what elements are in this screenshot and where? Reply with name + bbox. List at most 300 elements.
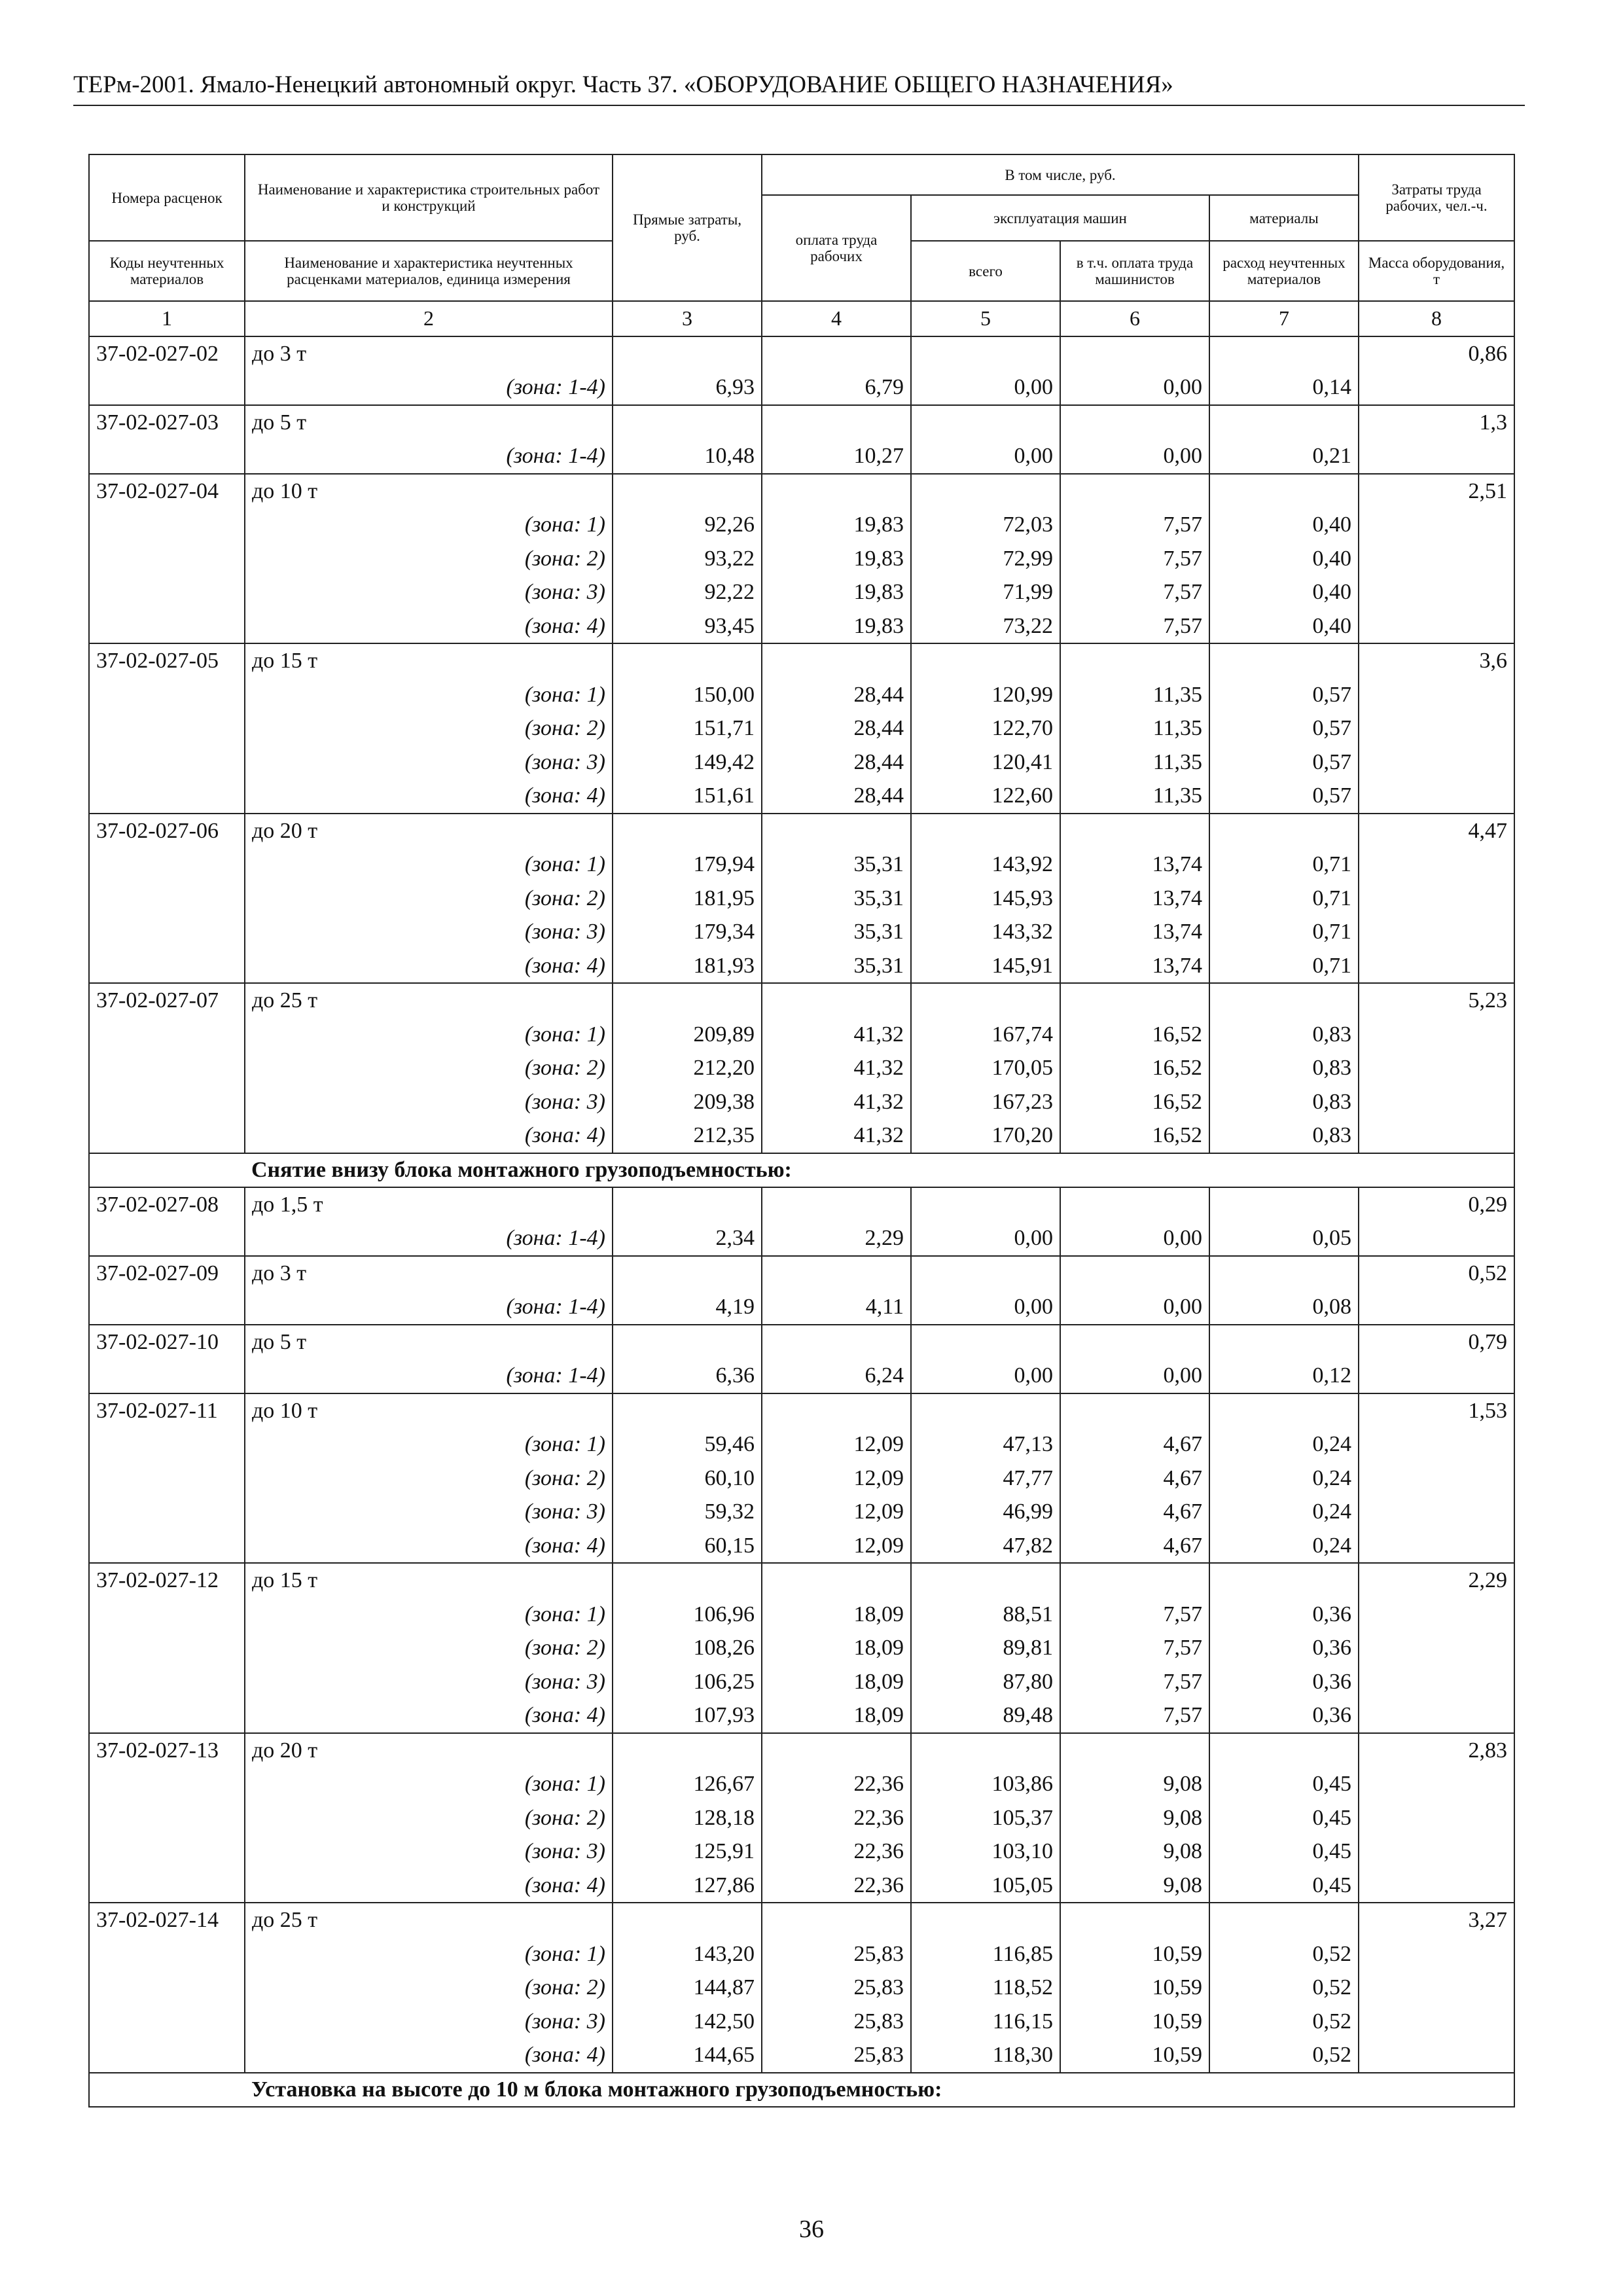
direct-cost-cell [613,1393,762,1564]
section-row [89,2073,1514,2107]
worker-wage-cell [762,474,911,644]
rates-table [88,154,1515,2108]
materials-cost: 0,24 [1312,1432,1352,1456]
header-col8-bottom: Масса оборудования, т [1359,241,1514,301]
worker-wage: 28,44 [853,783,904,808]
direct-cost: 59,32 [704,1499,755,1524]
materials-cost: 0,40 [1312,613,1352,638]
machinist-wage: 16,52 [1152,1123,1202,1147]
header-col3: Прямые затраты, руб. [613,154,762,301]
machine-cost: 116,15 [992,2009,1053,2034]
materials-cost: 0,45 [1312,1805,1352,1830]
worker-wage: 22,36 [853,1873,904,1897]
direct-cost-cell [613,1187,762,1256]
machinist-wage: 13,74 [1152,852,1202,876]
column-number: 2 [245,301,613,336]
header-machines: эксплуатация машин [911,195,1209,241]
machine-cost-cell [911,1187,1060,1256]
work-name-cell [245,1187,613,1256]
rate-code-text: 37-02-027-10 [96,1329,219,1354]
machine-cost: 118,52 [992,1975,1053,2000]
machine-cost: 145,91 [991,953,1053,978]
zone-label: (зона: 3) [524,749,605,774]
work-name-cell [245,1733,613,1903]
direct-cost: 209,38 [693,1089,755,1114]
worker-wage-cell [762,1903,911,2073]
worker-wage-cell [762,1325,911,1393]
table-row [89,1733,1514,1903]
machinist-wage-cell [1060,814,1209,984]
zone-label: (зона: 1) [524,512,605,537]
worker-wage-cell [762,643,911,814]
work-name: до 25 т [252,1908,318,1932]
worker-wage: 28,44 [853,749,904,774]
machine-cost: 47,82 [1003,1533,1053,1558]
direct-cost: 106,25 [693,1669,755,1694]
work-name-cell [245,1256,613,1325]
table-row [89,814,1514,984]
machine-cost-cell [911,474,1060,644]
header-col1-bottom: Коды неучтенных материалов [89,241,245,301]
zone-label: (зона: 3) [524,1839,605,1863]
header-col5: всего [911,241,1060,301]
direct-cost: 108,26 [693,1636,755,1660]
machine-cost: 118,30 [992,2043,1053,2067]
direct-cost: 179,34 [693,920,755,944]
materials-cost: 0,21 [1312,444,1352,468]
machinist-wage: 4,67 [1163,1533,1202,1558]
worker-wage: 25,83 [853,1975,904,2000]
worker-wage: 12,09 [853,1432,904,1456]
materials-cost-cell [1209,1903,1359,2073]
table-row [89,474,1514,644]
materials-cost: 0,36 [1312,1602,1352,1626]
rate-code-text: 37-02-027-07 [96,988,219,1013]
labor-cost: 0,29 [1468,1192,1508,1217]
labor-cost-cell [1359,814,1514,984]
rate-code [89,643,245,814]
worker-wage: 2,29 [865,1226,904,1250]
machine-cost-cell [911,1903,1060,2073]
worker-wage: 18,09 [853,1602,904,1626]
machinist-wage-cell [1060,1563,1209,1733]
materials-cost: 0,08 [1312,1295,1352,1319]
rate-code-text: 37-02-027-13 [96,1738,219,1763]
zone-label: (зона: 4) [524,1873,605,1897]
work-name-cell [245,814,613,984]
machinist-wage: 7,57 [1163,1602,1202,1626]
machinist-wage: 13,74 [1152,953,1202,978]
rate-code [89,474,245,644]
machinist-wage: 7,57 [1163,546,1202,571]
machinist-wage: 0,00 [1163,1363,1202,1388]
machine-cost: 46,99 [1003,1499,1053,1524]
machinist-wage: 10,59 [1152,2043,1202,2067]
header-col6: в т.ч. оплата труда машинистов [1060,241,1209,301]
zone-label: (зона: 1) [524,1432,605,1456]
work-name: до 3 т [252,1261,307,1285]
direct-cost: 212,35 [693,1123,755,1147]
labor-cost-cell [1359,1256,1514,1325]
machine-cost-cell [911,1256,1060,1325]
work-name-cell [245,1325,613,1393]
machinist-wage: 0,00 [1163,1295,1202,1319]
worker-wage: 25,83 [853,1941,904,1966]
machine-cost: 89,48 [1003,1703,1053,1727]
rate-code [89,1187,245,1256]
machinist-wage: 7,57 [1163,1636,1202,1660]
column-number: 1 [89,301,245,336]
direct-cost: 151,61 [693,783,755,808]
zone-label: (зона: 1-4) [506,1295,605,1319]
machine-cost: 120,41 [991,749,1053,774]
rate-code [89,1733,245,1903]
zone-label: (зона: 1) [524,1602,605,1626]
direct-cost: 212,20 [693,1056,755,1080]
direct-cost: 10,48 [704,444,755,468]
section-row [89,1153,1514,1187]
direct-cost-cell [613,1733,762,1903]
labor-cost: 2,51 [1468,478,1508,503]
materials-cost: 0,24 [1312,1533,1352,1558]
materials-cost: 0,45 [1312,1873,1352,1897]
work-name: до 20 т [252,818,318,843]
zone-label: (зона: 2) [524,886,605,910]
machine-cost: 143,32 [991,920,1053,944]
zone-label: (зона: 1) [524,1022,605,1047]
rate-code [89,405,245,474]
direct-cost: 144,87 [693,1975,755,2000]
direct-cost: 93,45 [704,613,755,638]
materials-cost: 0,45 [1312,1772,1352,1796]
worker-wage: 41,32 [853,1123,904,1147]
machinist-wage: 0,00 [1163,1226,1202,1250]
rate-code [89,1325,245,1393]
rate-code-text: 37-02-027-02 [96,341,219,366]
materials-cost: 0,52 [1312,1975,1352,2000]
machine-cost: 72,99 [1003,546,1053,571]
labor-cost: 0,52 [1468,1261,1508,1285]
rate-code-text: 37-02-027-03 [96,410,219,435]
worker-wage: 18,09 [853,1669,904,1694]
machinist-wage: 16,52 [1152,1089,1202,1114]
table-row [89,1903,1514,2073]
machinist-wage-cell [1060,1187,1209,1256]
page-number: 36 [799,2215,824,2243]
machinist-wage: 4,67 [1163,1432,1202,1456]
machinist-wage-cell [1060,1733,1209,1903]
machinist-wage: 16,52 [1152,1022,1202,1047]
direct-cost: 92,26 [704,512,755,537]
materials-cost: 0,05 [1312,1226,1352,1250]
work-name: до 15 т [252,649,318,673]
work-name: до 10 т [252,1398,318,1423]
materials-cost: 0,36 [1312,1669,1352,1694]
materials-cost-cell [1209,474,1359,644]
machine-cost: 88,51 [1003,1602,1053,1626]
worker-wage-cell [762,405,911,474]
header-col8-top: Затраты труда рабочих, чел.-ч. [1359,154,1514,241]
worker-wage: 22,36 [853,1839,904,1863]
labor-cost: 0,79 [1468,1329,1508,1354]
materials-cost: 0,57 [1312,716,1352,740]
worker-wage: 41,32 [853,1056,904,1080]
direct-cost: 92,22 [704,580,755,604]
labor-cost-cell [1359,1903,1514,2073]
machine-cost: 0,00 [1014,1295,1053,1319]
labor-cost-cell [1359,474,1514,644]
work-name: до 5 т [252,1329,307,1354]
worker-wage: 35,31 [853,953,904,978]
worker-wage: 28,44 [853,716,904,740]
direct-cost-cell [613,405,762,474]
work-name-cell [245,1393,613,1564]
zone-label: (зона: 4) [524,1703,605,1727]
zone-label: (зона: 1) [524,682,605,707]
table-row [89,1256,1514,1325]
machine-cost: 105,37 [991,1805,1053,1830]
materials-cost: 0,40 [1312,512,1352,537]
direct-cost: 181,95 [693,886,755,910]
zone-label: (зона: 1-4) [506,1363,605,1388]
header-materials: материалы [1209,195,1359,241]
worker-wage: 19,83 [853,613,904,638]
direct-cost: 60,15 [704,1533,755,1558]
labor-cost-cell [1359,1187,1514,1256]
labor-cost-cell [1359,983,1514,1153]
direct-cost: 4,19 [715,1295,755,1319]
worker-wage: 4,11 [865,1295,904,1319]
machinist-wage: 7,57 [1163,1703,1202,1727]
table-row [89,1393,1514,1564]
column-number: 8 [1359,301,1514,336]
materials-cost: 0,71 [1312,886,1352,910]
table-row [89,1563,1514,1733]
materials-cost: 0,71 [1312,920,1352,944]
direct-cost-cell [613,983,762,1153]
direct-cost: 150,00 [693,682,755,707]
rate-code [89,983,245,1153]
machinist-wage: 0,00 [1163,444,1202,468]
machine-cost: 167,74 [991,1022,1053,1047]
materials-cost: 0,83 [1312,1022,1352,1047]
direct-cost-cell [613,1563,762,1733]
labor-cost-cell [1359,1563,1514,1733]
machinist-wage-cell [1060,1903,1209,2073]
machinist-wage: 13,74 [1152,920,1202,944]
worker-wage: 12,09 [853,1533,904,1558]
work-name-cell [245,983,613,1153]
direct-cost: 127,86 [693,1873,755,1897]
machinist-wage-cell [1060,336,1209,405]
worker-wage: 41,32 [853,1022,904,1047]
machine-cost: 73,22 [1003,613,1053,638]
machinist-wage: 7,57 [1163,512,1202,537]
rate-code-text: 37-02-027-05 [96,649,219,673]
materials-cost: 0,57 [1312,783,1352,808]
column-number: 7 [1209,301,1359,336]
worker-wage: 22,36 [853,1772,904,1796]
worker-wage: 19,83 [853,580,904,604]
machinist-wage: 9,08 [1163,1805,1202,1830]
machinist-wage: 9,08 [1163,1772,1202,1796]
zone-label: (зона: 3) [524,1669,605,1694]
work-name: до 3 т [252,341,307,366]
rate-code [89,336,245,405]
table-row [89,983,1514,1153]
materials-cost-cell [1209,1393,1359,1564]
rate-code-text: 37-02-027-06 [96,818,219,843]
materials-cost: 0,57 [1312,682,1352,707]
column-numbers-row [89,301,1514,336]
table-row [89,1187,1514,1256]
zone-label: (зона: 1) [524,1772,605,1796]
machinist-wage: 7,57 [1163,613,1202,638]
direct-cost: 142,50 [693,2009,755,2034]
machine-cost: 71,99 [1003,580,1053,604]
zone-label: (зона: 4) [524,953,605,978]
rate-code [89,814,245,984]
worker-wage: 19,83 [853,512,904,537]
zone-label: (зона: 2) [524,1056,605,1080]
page-header: ТЕРм-2001. Ямало-Ненецкий автономный округ. Часть 37. «ОБОРУДОВАНИЕ ОБЩЕГО НАЗНАЧЕНИЯ» [73,71,1525,106]
work-name: до 20 т [252,1738,318,1763]
machinist-wage-cell [1060,1393,1209,1564]
worker-wage: 22,36 [853,1805,904,1830]
direct-cost: 125,91 [693,1839,755,1863]
machinist-wage: 9,08 [1163,1873,1202,1897]
materials-cost-cell [1209,814,1359,984]
work-name: до 25 т [252,988,318,1013]
direct-cost-cell [613,336,762,405]
rate-code [89,1256,245,1325]
machine-cost: 103,86 [991,1772,1053,1796]
header-col1-top: Номера расценок [89,154,245,241]
worker-wage-cell [762,1187,911,1256]
labor-cost: 1,3 [1479,410,1508,435]
machine-cost: 167,23 [991,1089,1053,1114]
table-row [89,405,1514,474]
zone-label: (зона: 3) [524,580,605,604]
materials-cost: 0,71 [1312,953,1352,978]
machine-cost: 47,13 [1003,1432,1053,1456]
section-title: Снятие внизу блока монтажного грузоподъемностью: [245,1153,1514,1187]
machinist-wage-cell [1060,1256,1209,1325]
materials-cost: 0,36 [1312,1703,1352,1727]
column-number: 3 [613,301,762,336]
table-row [89,643,1514,814]
machine-cost: 145,93 [991,886,1053,910]
work-name-cell [245,336,613,405]
header-col2-top: Наименование и характеристика строительных работ и конструкций [245,154,613,241]
column-number: 6 [1060,301,1209,336]
materials-cost: 0,57 [1312,749,1352,774]
zone-label: (зона: 4) [524,1123,605,1147]
work-name-cell [245,1563,613,1733]
materials-cost: 0,83 [1312,1056,1352,1080]
worker-wage-cell [762,1733,911,1903]
direct-cost-cell [613,1903,762,2073]
work-name-cell [245,474,613,644]
zone-label: (зона: 1) [524,1941,605,1966]
machine-cost: 105,05 [991,1873,1053,1897]
labor-cost: 2,29 [1468,1568,1508,1592]
zone-label: (зона: 2) [524,546,605,571]
zone-label: (зона: 4) [524,1533,605,1558]
work-name-cell [245,405,613,474]
machine-cost: 170,20 [991,1123,1053,1147]
machine-cost-cell [911,336,1060,405]
rate-code-text: 37-02-027-12 [96,1568,219,1592]
zone-label: (зона: 2) [524,1975,605,2000]
labor-cost: 5,23 [1468,988,1508,1013]
rate-code-text: 37-02-027-09 [96,1261,219,1285]
header-col2-bottom: Наименование и характеристика неучтенных расценками материалов, единица измерения [245,241,613,301]
machine-cost: 0,00 [1014,1226,1053,1250]
machine-cost: 103,10 [991,1839,1053,1863]
machine-cost-cell [911,1733,1060,1903]
materials-cost: 0,14 [1312,375,1352,399]
materials-cost-cell [1209,336,1359,405]
work-name-cell [245,1903,613,2073]
worker-wage: 35,31 [853,920,904,944]
zone-label: (зона: 2) [524,1636,605,1660]
worker-wage-cell [762,983,911,1153]
zone-label: (зона: 3) [524,1499,605,1524]
rates-table-container [88,154,1514,2108]
machine-cost-cell [911,1325,1060,1393]
worker-wage: 12,09 [853,1499,904,1524]
work-name: до 15 т [252,1568,318,1592]
materials-cost: 0,71 [1312,852,1352,876]
worker-wage-cell [762,1256,911,1325]
materials-cost: 0,12 [1312,1363,1352,1388]
zone-label: (зона: 1-4) [506,444,605,468]
labor-cost: 1,53 [1468,1398,1508,1423]
machinist-wage: 10,59 [1152,1975,1202,2000]
work-name: до 1,5 т [252,1192,323,1217]
worker-wage: 25,83 [853,2009,904,2034]
machinist-wage: 11,35 [1152,716,1202,740]
worker-wage: 35,31 [853,852,904,876]
direct-cost: 107,93 [693,1703,755,1727]
machinist-wage-cell [1060,405,1209,474]
materials-cost: 0,40 [1312,580,1352,604]
labor-cost-cell [1359,1733,1514,1903]
work-name: до 5 т [252,410,307,435]
rate-code-text: 37-02-027-14 [96,1908,219,1932]
machine-cost: 0,00 [1014,1363,1053,1388]
machinist-wage: 7,57 [1163,1669,1202,1694]
machine-cost: 72,03 [1003,512,1053,537]
direct-cost: 106,96 [693,1602,755,1626]
machine-cost: 47,77 [1003,1465,1053,1490]
table-row [89,336,1514,405]
machinist-wage: 4,67 [1163,1499,1202,1524]
materials-cost: 0,52 [1312,2043,1352,2067]
machine-cost: 120,99 [991,682,1053,707]
section-spacer [89,1153,245,1187]
direct-cost-cell [613,814,762,984]
labor-cost: 3,27 [1468,1908,1508,1932]
table-row [89,1325,1514,1393]
machinist-wage: 9,08 [1163,1839,1202,1863]
direct-cost: 149,42 [693,749,755,774]
worker-wage: 18,09 [853,1703,904,1727]
machine-cost-cell [911,405,1060,474]
zone-label: (зона: 2) [524,1465,605,1490]
direct-cost: 2,34 [715,1226,755,1250]
